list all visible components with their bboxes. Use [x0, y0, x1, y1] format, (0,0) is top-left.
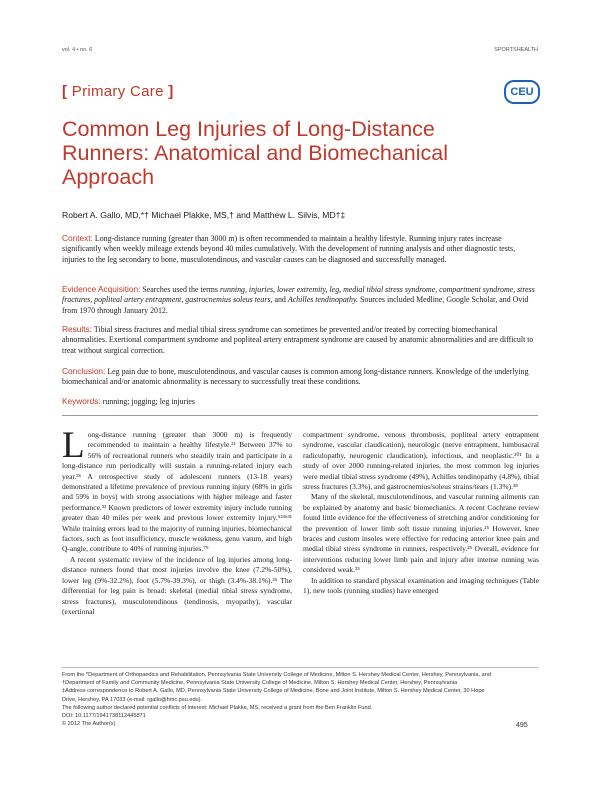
conclusion-text: Leg pain due to bone, musculotendinous, and vascular causes is common among long-distance runners. Knowledge of the underlying biomechanical and/or anatomic abnormality is necessary to successfully treat these conditions. [62, 367, 529, 387]
conclusion-label: Conclusion: [62, 366, 106, 376]
body-column-right [303, 430, 539, 597]
volume-issue: vol. 4 • no. 6 [62, 47, 93, 53]
body-paragraph: ong-distance running (greater than 3000 m) is frequently recommended to maintain a healthy lifestyle.²¹ Between 37% to 56% of recreational runners who steadily train and participate in a long-distance run periodically will sustain a running-related injury each year.³⁶ A retrospective study of adolescent runners (13-18 years) demonstrated a lifetime prevalence of previous running injury (68% in girls and 59% in boys) with strong associations with higher mileage and faster performance.³² Known predictors of lower extremity injury include running greater than 40 miles per week and previous lower extremity injury.⁵²³⁶³¹ While training errors lead to the majority of running injuries, biomechanical factors, such as foot insufficiency, muscle weakness, genu varum, and high Q-angle, contribute to 40% of running injuries.⁷⁹ [62, 430, 292, 554]
footnote-line: From the *Department of Orthopaedics and Rehabilitation, Pennsylvania State University College of Medicine, Milton S. Hershey Medical Center, Hershey, Pennsylvania, and [62, 672, 491, 678]
body-paragraph: compartment syndrome, venous thrombosis, popliteal artery entrapment syndrome, vascular claudication), neurologic (nerve entrapment, lumbosacral radiculopathy, neurogenic claudication), infectious, and neoplastic.³⁰¹ In a study of over 2000 running-related injuries, the most common leg injuries were medial tibial stress syndrome (49%), Achilles tendinopathy (4.8%), tibial stress fractures (3.3%), and gastrocnemius/soleus strains/tears (1.3%).³⁸ [303, 430, 539, 492]
footnote-line: © 2012 The Author(s) [62, 721, 116, 728]
body-paragraph: Many of the skeletal, musculotendinous, and vascular running ailments can be explained by anatomy and basic biomechanics. A recent Cochrane review found little evidence for the effectiveness of stretching and/or conditioning for the prevention of lower limb soft tissue running injuries.²⁵ However, knee braces and custom insoles were effective for reducing anterior knee pain and medial tibial stress syndrome in runners, respectively.²⁵ Overall, evidence for interventions reducing lower limb pain and injury after intense running was considered weak.²⁵ [303, 492, 539, 575]
evidence-term-last: Achilles tendinopathy. [287, 295, 358, 305]
abstract-evidence [62, 284, 540, 316]
page-number: 495 [516, 722, 528, 729]
section-heading [62, 83, 173, 100]
body-column-left [62, 425, 292, 617]
footnote-divider [62, 667, 538, 668]
drop-cap: L [62, 425, 85, 466]
author-list: Robert A. Gallo, MD,*† Michael Plakke, MS,† and Matthew L. Silvis, MD†‡ [62, 210, 346, 220]
keywords-text: running; jogging; leg injuries [102, 397, 195, 406]
evidence-text-2: Sources included Medline, Google Scholar, and Ovid from 1970 through January 2012. [62, 295, 529, 315]
abstract-conclusion [62, 366, 540, 388]
abstract-divider [62, 415, 538, 416]
body-paragraph: In addition to standard physical examination and imaging techniques (Table 1), new tools (running studies) have emerged [303, 575, 539, 596]
ceu-badge-icon: CEU [504, 80, 540, 104]
article-title: Common Leg Injuries of Long-Distance Runners: Anatomical and Biomechanical Approach [62, 117, 449, 189]
footnote-line: The following author declared potential conflicts of interest: Michael Plakke, MS, received a grant from the Ben Franklin Fund. [62, 704, 373, 711]
section-label: Primary Care [71, 83, 164, 100]
footnote-line: Drive, Hershey, PA 17033 (e-mail: rgallo@hmc.psu.edu). [62, 696, 203, 703]
abstract-context [62, 233, 540, 265]
keywords-label: Keywords: [62, 396, 101, 406]
body-paragraph: A recent systematic review of the incidence of leg injuries among long-distance runners found that most injuries involve the knee (7.2%-50%), lower leg (9%-32.2%), foot (5.7%-39.3%), or thigh (3.4%-38.1%).³⁵ The differential for leg pain is broad: skeletal (medial tibial stress syndrome, stress fractures), musculotendinous (tendinosis, myopathy), vascular (exertional [62, 554, 292, 616]
bracket-open: [ [62, 83, 68, 100]
context-label: Context: [62, 233, 93, 243]
evidence-text-1: Searches used the terms [142, 285, 218, 294]
results-label: Results: [62, 324, 92, 334]
bracket-close: ] [168, 83, 174, 100]
running-header [62, 47, 538, 53]
abstract-results [62, 324, 540, 356]
journal-name: SPORTSHEALTH [494, 47, 538, 53]
context-text: Long-distance running (greater than 3000 m) is often recommended to maintain a healthy lifestyle. Running injury rates increase significantly when weekly mileage extends beyond 40 miles cumulatively. With the development of running analysis and other diagnostic tests, injuries to the leg secondary to bone, musculotendinous, and vascular causes can be diagnosed and successfully managed. [62, 234, 516, 264]
footnote-line: †Department of Family and Community Medicine, Pennsylvania State University College of Medicine, Milton S. Hershey Medical Center, Hershey, Pennsylvania [62, 680, 458, 687]
keywords-line [62, 396, 540, 407]
footnote-line: DOI: 10.1177/1941738112445871 [62, 713, 146, 720]
evidence-terms: running, injuries, lower extremity, leg, medial tibial stress syndrome, compartment syndrome, stress fractures, popliteal artery entrapment, gastrocnemius soleus tears, [62, 285, 535, 305]
footnotes [62, 671, 491, 728]
results-text: Tibial stress fractures and medial tibial stress syndrome can sometimes be prevented and/or treated by correcting biomechanical abnormalities. Exertional compartment syndrome and popliteal artery entrapment syndrome are caused by anatomic abnormalities and are difficult to treat without surgical correction. [62, 325, 534, 355]
evidence-label: Evidence Acquisition: [62, 284, 141, 294]
footnote-line: ‡Address correspondence to Robert A. Gallo, MD, Pennsylvania State University College of Medicine, Bone and Joint Institute, Milton S. Hershey Medical Center, 30 Hope [62, 688, 485, 695]
evidence-and: and [274, 295, 286, 305]
